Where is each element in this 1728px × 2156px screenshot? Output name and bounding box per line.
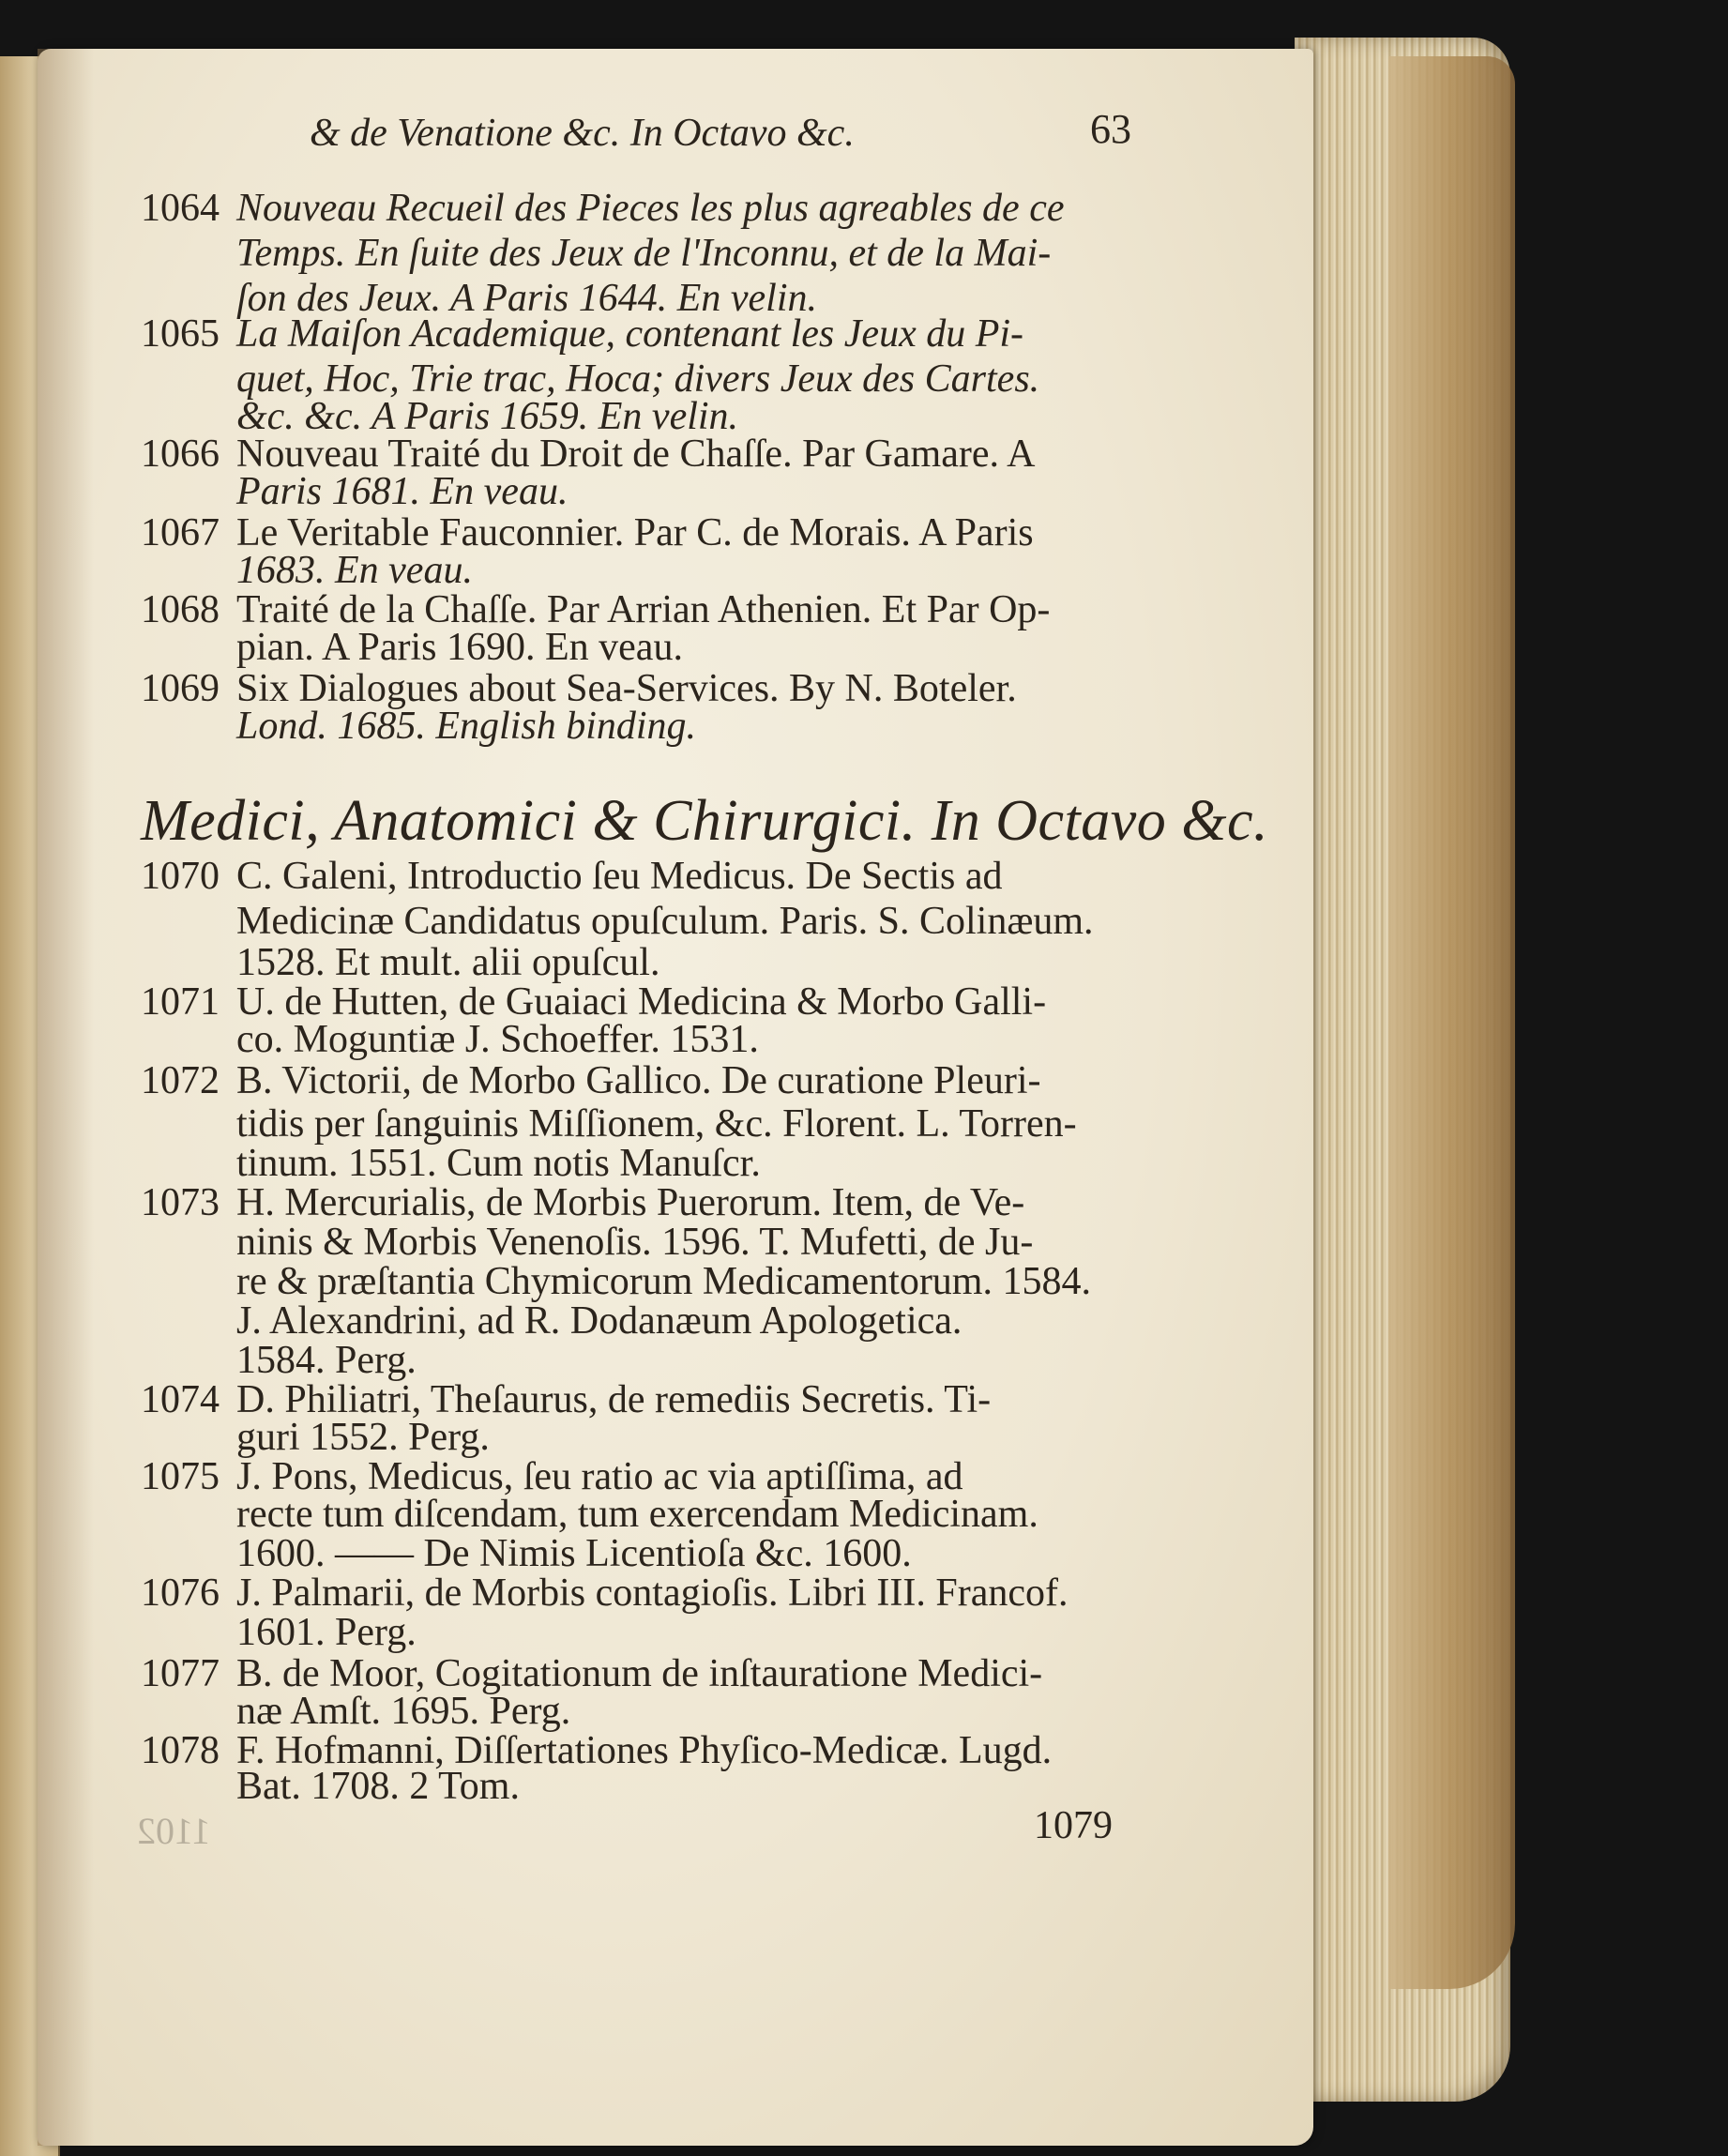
entry-line: quet, Hoc, Trie trac, Hoca; divers Jeux des Cartes.: [236, 357, 1040, 401]
entry-line: Nouveau Traité du Droit de Chaſſe. Par Gamare. A: [236, 433, 1036, 476]
entry-number: 1071: [141, 980, 220, 1024]
page-number: 63: [1090, 106, 1131, 152]
entry-line: recte tum diſcendam, tum exercendam Medicinam.: [236, 1493, 1038, 1536]
entry-line: J. Pons, Medicus, ſeu ratio ac via aptiſſima, ad: [236, 1455, 963, 1498]
entry-number: 1070: [141, 855, 220, 898]
entry-line: Nouveau Recueil des Pieces les plus agreables de ce: [236, 187, 1065, 230]
entry-line: Traité de la Chaſſe. Par Arrian Athenien. Et Par Op-: [236, 588, 1051, 631]
entry-line: Six Dialogues about Sea-Services. By N. Boteler.: [236, 667, 1017, 710]
entry-line: J. Alexandrini, ad R. Dodanæum Apologetica.: [236, 1299, 963, 1343]
entry-number: 1069: [141, 667, 220, 710]
entry-number: 1074: [141, 1378, 220, 1421]
entry-line: guri 1552. Perg.: [236, 1416, 490, 1459]
entry-line: B. de Moor, Cogitationum de inſtauratione Medici-: [236, 1652, 1043, 1695]
entry-line: re & præſtantia Chymicorum Medicamentorum. 1584.: [236, 1260, 1091, 1303]
entry-line: D. Philiatri, Theſaurus, de remediis Secretis. Ti-: [236, 1378, 992, 1421]
entry-number: 1076: [141, 1571, 220, 1615]
entry-line: Paris 1681. En veau.: [236, 470, 568, 513]
entry-number: 1075: [141, 1455, 220, 1498]
catchword: 1079: [1034, 1804, 1113, 1847]
entry-line: 1683. En veau.: [236, 549, 473, 592]
entry-number: 1077: [141, 1652, 220, 1695]
entry-line: Le Veritable Fauconnier. Par C. de Morais. A Paris: [236, 511, 1034, 554]
entry-number: 1073: [141, 1181, 220, 1224]
entry-line: F. Hofmanni, Diſſertationes Phyſico-Medicæ. Lugd.: [236, 1729, 1053, 1772]
entry-number: 1078: [141, 1729, 220, 1772]
entry-line: U. de Hutten, de Guaiaci Medicina & Morbo Galli-: [236, 980, 1047, 1024]
section-heading: Medici, Anatomici & Chirurgici. In Octavo &c.: [141, 789, 1269, 853]
entry-line: tidis per ſanguinis Miſſionem, &c. Florent. L. Torren-: [236, 1102, 1077, 1146]
entry-line: ninis & Morbis Venenoſis. 1596. T. Mufetti, de Ju-: [236, 1221, 1034, 1264]
entry-number: 1064: [141, 187, 220, 230]
entry-line: tinum. 1551. Cum notis Manuſcr.: [236, 1142, 761, 1185]
entry-line: 1600. —— De Nimis Licentioſa &c. 1600.: [236, 1532, 912, 1575]
entry-line: Bat. 1708. 2 Tom.: [236, 1765, 520, 1808]
entry-line: 1601. Perg.: [236, 1611, 417, 1654]
entry-line: &c. &c. A Paris 1659. En velin.: [236, 395, 739, 438]
entry-line: J. Palmarii, de Morbis contagioſis. Libri III. Francof.: [236, 1571, 1069, 1615]
entry-number: 1066: [141, 433, 220, 476]
entry-line: La Maiſon Academique, contenant les Jeux du Pi-: [236, 312, 1024, 356]
entry-number: 1065: [141, 312, 220, 356]
entry-line: ſon des Jeux. A Paris 1644. En velin.: [236, 277, 818, 320]
entry-line: B. Victorii, de Morbo Gallico. De curatione Pleuri-: [236, 1059, 1041, 1102]
running-title: & de Venatione &c. In Octavo &c.: [310, 112, 855, 155]
entry-line: Medicinæ Candidatus opuſculum. Paris. S. Colinæum.: [236, 900, 1094, 943]
entry-line: 1584. Perg.: [236, 1339, 417, 1382]
entry-number: 1067: [141, 511, 220, 554]
entry-line: 1528. Et mult. alii opuſcul.: [236, 941, 660, 984]
entry-line: H. Mercurialis, de Morbis Puerorum. Item, de Ve-: [236, 1181, 1025, 1224]
bleed-through-number: 1102: [137, 1810, 211, 1852]
entry-line: C. Galeni, Introductio ſeu Medicus. De Sectis ad: [236, 855, 1003, 898]
entry-line: Lond. 1685. English binding.: [236, 705, 697, 748]
entry-line: pian. A Paris 1690. En veau.: [236, 626, 683, 669]
entry-line: Temps. En ſuite des Jeux de l'Inconnu, et de la Mai-: [236, 232, 1052, 275]
entry-number: 1072: [141, 1059, 220, 1102]
entry-line: næ Amſt. 1695. Perg.: [236, 1690, 571, 1733]
entry-number: 1068: [141, 588, 220, 631]
entry-line: co. Moguntiæ J. Schoeffer. 1531.: [236, 1018, 759, 1061]
